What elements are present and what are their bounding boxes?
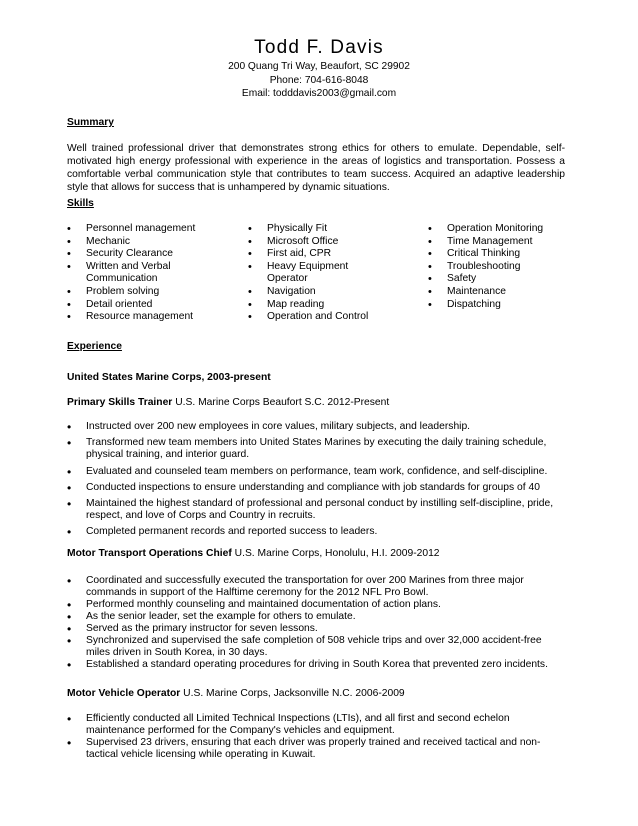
skill-item: • Mechanic [67,236,237,249]
job-details: U.S. Marine Corps Beaufort S.C. 2012-Present [175,397,390,408]
skill-item: • Detail oriented [67,299,237,312]
job-bullet: • Completed permanent records and reported success to leaders. [67,526,559,538]
skill-item: • Navigation [248,286,408,299]
skill-item-continuation: Communication [86,273,158,285]
skill-item: • Problem solving [67,286,237,299]
job-bullet: • Performed monthly counseling and maintained documentation of action plans. [67,599,559,611]
job-bullet: • Instructed over 200 new employees in core values, military subjects, and leadership. [67,421,559,433]
skills-column-3 [428,223,568,311]
experience-heading: Experience [67,341,122,352]
job-title: Primary Skills Trainer [67,397,173,408]
skill-item: • Critical Thinking [428,248,568,261]
skill-item: • Physically Fit [248,223,408,236]
job-heading [67,688,405,699]
skill-item: • Time Management [428,236,568,249]
job-details: U.S. Marine Corps, Honolulu, H.I. 2009-2012 [234,548,440,559]
summary-heading: Summary [67,117,114,128]
job-bullet: • Established a standard operating procedures for driving in South Korea that prevented zero incidents. [67,659,559,671]
skill-item: • Maintenance [428,286,568,299]
job-title: Motor Vehicle Operator [67,688,181,699]
job-bullet: • Conducted inspections to ensure understanding and compliance with job standards for groups of 40 [67,482,559,494]
job-bullet: • Synchronized and supervised the safe completion of 508 vehicle trips and over 32,000 accident-free miles driven in South Korea, in 30 days. [67,635,559,659]
skill-item: • Operation Monitoring [428,223,568,236]
job-bullets [67,421,559,539]
job-bullet: • Served as the primary instructor for seven lessons. [67,623,559,635]
skill-item: • First aid, CPR [248,248,408,261]
skill-item-continuation: Operator [267,273,308,285]
address: 200 Quang Tri Way, Beaufort, SC 29902 [228,61,410,72]
job-bullet: • Maintained the highest standard of professional and personal conduct by instilling self-discipline, pride, respect, and love of Corps and Country in recruits. [67,498,559,522]
job-bullet: • As the senior leader, set the example for others to emulate. [67,611,559,623]
skill-item: • Dispatching [428,299,568,312]
job-heading [67,397,389,408]
job-details: U.S. Marine Corps, Jacksonville N.C. 2006-2009 [183,688,405,699]
skill-item: • Personnel management [67,223,237,236]
job-bullet: • Efficiently conducted all Limited Technical Inspections (LTIs), and all first and second echelon maintenance performed for the Company's vehicles and equipment. [67,713,559,737]
skills-heading: Skills [67,198,94,209]
job-title: Motor Transport Operations Chief [67,548,232,559]
phone: Phone: 704-616-8048 [269,74,369,86]
skill-item: • Operation and Control [248,311,408,324]
employer-heading: United States Marine Corps, 2003-present [67,372,271,383]
job-bullet: • Evaluated and counseled team members on performance, team work, confidence, and self-discipline. [67,466,559,478]
skill-item: • Map reading [248,299,408,312]
job-bullet: • Supervised 23 drivers, ensuring that each driver was properly trained and received tactical and non-tactical vehicle licensing while operating in Kuwait. [67,737,559,761]
skill-item: • Safety [428,273,568,286]
skill-item: • Resource management [67,311,237,324]
skill-item: • Written and Verbal [67,261,237,274]
skill-item: • Security Clearance [67,248,237,261]
job-bullets [67,713,559,761]
resume-header [0,36,638,101]
job-bullets [67,575,559,671]
skill-item: • Troubleshooting [428,261,568,274]
skills-column-1 [67,223,237,324]
email: Email: todddavis2003@gmail.com [241,88,397,100]
job-heading [67,548,440,559]
candidate-name: Todd F. Davis [254,37,384,58]
job-bullet: • Transformed new team members into United States Marines by executing the daily training schedule, physical training, and interior guard. [67,437,559,461]
skills-column-2 [248,223,408,324]
summary-text: Well trained professional driver that demonstrates strong ethics for others to emulate. Dependable, self-motivated high energy professional with experience in the areas of logistics and transportation. Possess a comfortable verbal communication style that contributes to team success. Acquired an adaptive leadership style that allows for success that is unhampered by dynamic situations. [67,143,565,193]
skill-item: • Heavy Equipment [248,261,408,274]
skill-item: • Microsoft Office [248,236,408,249]
job-bullet: • Coordinated and successfully executed the transportation for over 200 Marines from three major commands in support of the Halftime ceremony for the 2012 NFL Pro Bowl. [67,575,559,599]
